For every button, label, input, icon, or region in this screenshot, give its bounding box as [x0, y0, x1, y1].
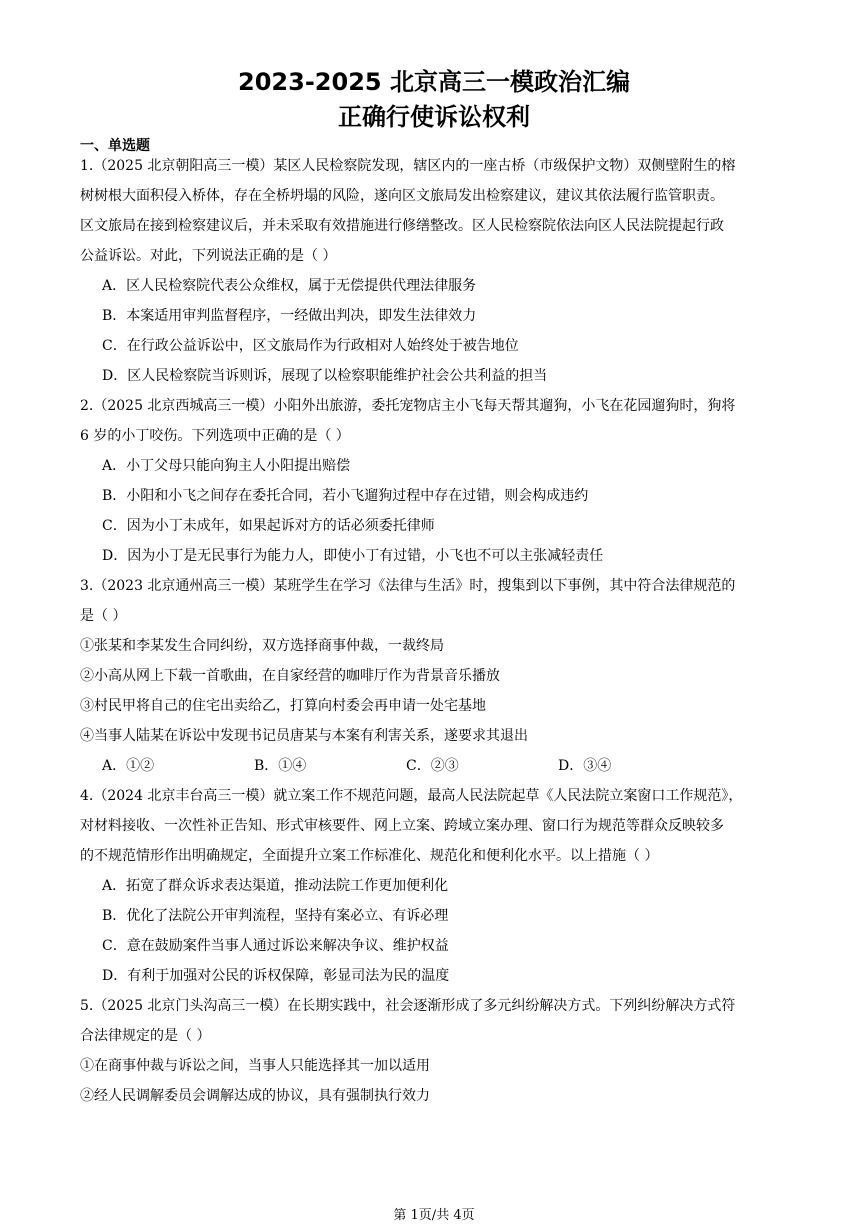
- q3-item-3: ③村民甲将自己的住宅出卖给乙，打算向村委会再申请一处宅基地: [80, 698, 486, 714]
- q3-option-a: A．①②: [102, 758, 155, 774]
- q2-stem-line1: 2.（2025 北京西城高三一模）小阳外出旅游，委托宠物店主小飞每天帮其遛狗，小飞在花园遛狗时，狗将: [80, 398, 736, 414]
- q4-option-d: D．有利于加强对公民的诉权保障，彰显司法为民的温度: [102, 968, 450, 984]
- q1-option-d: D．区人民检察院当诉则诉，展现了以检察职能维护社会公共利益的担当: [102, 368, 548, 384]
- q3-stem-line2: 是（ ）: [80, 608, 127, 624]
- q4-option-c: C．意在鼓励案件当事人通过诉讼来解决争议、维护权益: [102, 938, 449, 954]
- q1-stem-line2: 树树根大面积侵入桥体，存在全桥坍塌的风险，遂向区文旅局发出检察建议，建议其依法履行监管职责。: [80, 188, 724, 204]
- q3-item-4: ④当事人陆某在诉讼中发现书记员唐某与本案有利害关系，遂要求其退出: [80, 728, 528, 744]
- q4-stem-line2: 对材料接收、一次性补正告知、形式审核要件、网上立案、跨域立案办理、窗口行为规范等群众反映较多: [80, 818, 724, 834]
- q5-stem-line1: 5.（2025 北京门头沟高三一模）在长期实践中，社会逐渐形成了多元纠纷解决方式。下列纠纷解决方式符: [80, 998, 736, 1014]
- q2-option-b: B．小阳和小飞之间存在委托合同，若小飞遛狗过程中存在过错，则会构成违约: [102, 488, 589, 504]
- q1-option-a: A．区人民检察院代表公众维权，属于无偿提供代理法律服务: [102, 278, 477, 294]
- q3-options: [80, 751, 792, 781]
- q4-stem-line1: 4.（2024 北京丰台高三一模）就立案工作不规范问题，最高人民法院起草《人民法院立案窗口工作规范》，: [80, 788, 743, 804]
- q2-option-d: D．因为小丁是无民事行为能力人，即使小丁有过错，小飞也不可以主张减轻责任: [102, 548, 604, 564]
- q2-option-c: C．因为小丁未成年，如果起诉对方的话必须委托律师: [102, 518, 435, 534]
- q4-option-b: B．优化了法院公开审判流程，坚持有案必立、有诉必理: [102, 908, 449, 924]
- q5-item-2: ②经人民调解委员会调解达成的协议，具有强制执行效力: [80, 1088, 430, 1104]
- q4-stem-line3: 的不规范情形作出明确规定，全面提升立案工作标准化、规范化和便利化水平。以上措施（ ）: [80, 848, 659, 864]
- q3-stem-line1: 3.（2023 北京通州高三一模）某班学生在学习《法律与生活》时，搜集到以下事例，其中符合法律规范的: [80, 578, 736, 594]
- q1-option-b: B．本案适用审判监督程序，一经做出判决，即发生法律效力: [102, 308, 477, 324]
- question-list: [80, 151, 792, 1111]
- document-title: 2023-2025 北京高三一模政治汇编: [238, 68, 630, 96]
- q5-stem-line2: 合法律规定的是（ ）: [80, 1028, 211, 1044]
- q3-option-d: D．③④: [558, 758, 612, 774]
- document-subtitle: 正确行使诉讼权利: [338, 103, 530, 131]
- q3-item-2: ②小高从网上下载一首歌曲，在自家经营的咖啡厅作为背景音乐播放: [80, 668, 500, 684]
- q1-stem-line3: 区文旅局在接到检察建议后，并未采取有效措施进行修缮整改。区人民检察院依法向区人民法院提起行政: [80, 218, 724, 234]
- section-heading: 一、单选题: [80, 138, 150, 154]
- q3-option-c: C．②③: [406, 758, 459, 774]
- q2-option-a: A．小丁父母只能向狗主人小阳提出赔偿: [102, 458, 351, 474]
- q5-item-1: ①在商事仲裁与诉讼之间，当事人只能选择其一加以适用: [80, 1058, 430, 1074]
- q3-item-1: ①张某和李某发生合同纠纷，双方选择商事仲裁，一裁终局: [80, 638, 444, 654]
- q2-stem-line2: 6 岁的小丁咬伤。下列选项中正确的是（ ）: [80, 428, 350, 444]
- page-number: 第 1页/共 4页: [393, 1208, 475, 1223]
- q1-stem-line4: 公益诉讼。对此，下列说法正确的是（ ）: [80, 248, 337, 264]
- q1-option-c: C．在行政公益诉讼中，区文旅局作为行政相对人始终处于被告地位: [102, 338, 519, 354]
- q1-stem-line1: 1.（2025 北京朝阳高三一模）某区人民检察院发现，辖区内的一座古桥（市级保护文物）双侧壁附生的榕: [80, 158, 736, 174]
- q4-option-a: A．拓宽了群众诉求表达渠道，推动法院工作更加便利化: [102, 878, 449, 894]
- q3-option-b: B．①④: [254, 758, 307, 774]
